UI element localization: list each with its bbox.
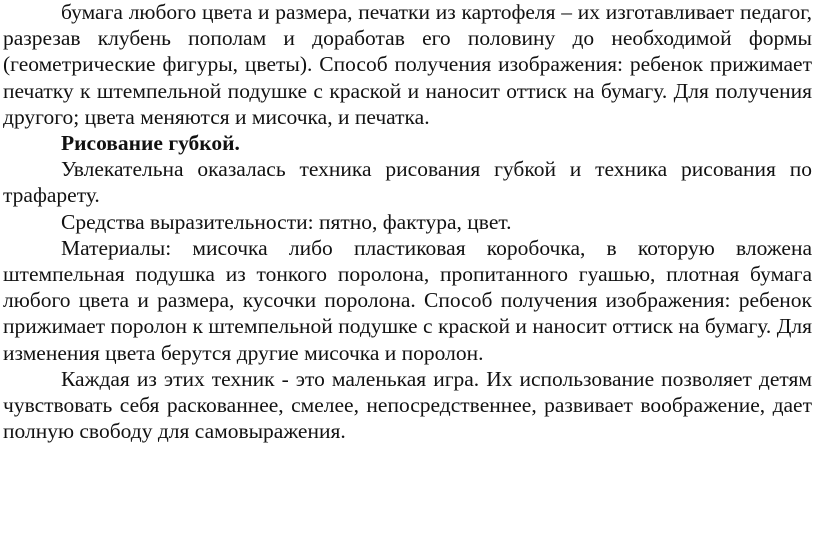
paragraph-materials: Материалы: мисочка либо пластиковая коробочка, в которую вложена штемпельная подушка из тонкого поролона, пропитанного гуашью, плотная бумага любого цвета и размера, кусочки поролона. Способ получения изображения: ребенок прижимает поролон к штемпельной подушке с краской и наносит оттиск на бумагу. Для изменения цвета берутся другие мисочка и поролон. <box>3 235 812 365</box>
paragraph-means-of-expression: Средства выразительности: пятно, фактура, цвет. <box>61 209 512 234</box>
paragraph-potato-stamp: бумага любого цвета и размера, печатки из картофеля – их изготавливает педагог, разрезав клубень пополам и доработав его половину до необходимой формы (геометрические фигуры, цветы). Способ получения изображения: ребенок прижимает печатку к штемпельной подушке с краской и наносит оттиск на бумагу. Для получения другого; цвета меняются и мисочка, и печатка. <box>3 0 812 129</box>
paragraph-conclusion: Каждая из этих техник - это маленькая игра. Их использование позволяет детям чувствовать себя раскованнее, смелее, непосредственнее, развивает воображение, дает полную свободу для самовыражения. <box>3 366 812 444</box>
paragraph-sponge-technique: Увлекательна оказалась техника рисования губкой и техника рисования по трафарету. <box>3 157 812 208</box>
section-heading-sponge-painting: Рисование губкой. <box>61 131 240 156</box>
